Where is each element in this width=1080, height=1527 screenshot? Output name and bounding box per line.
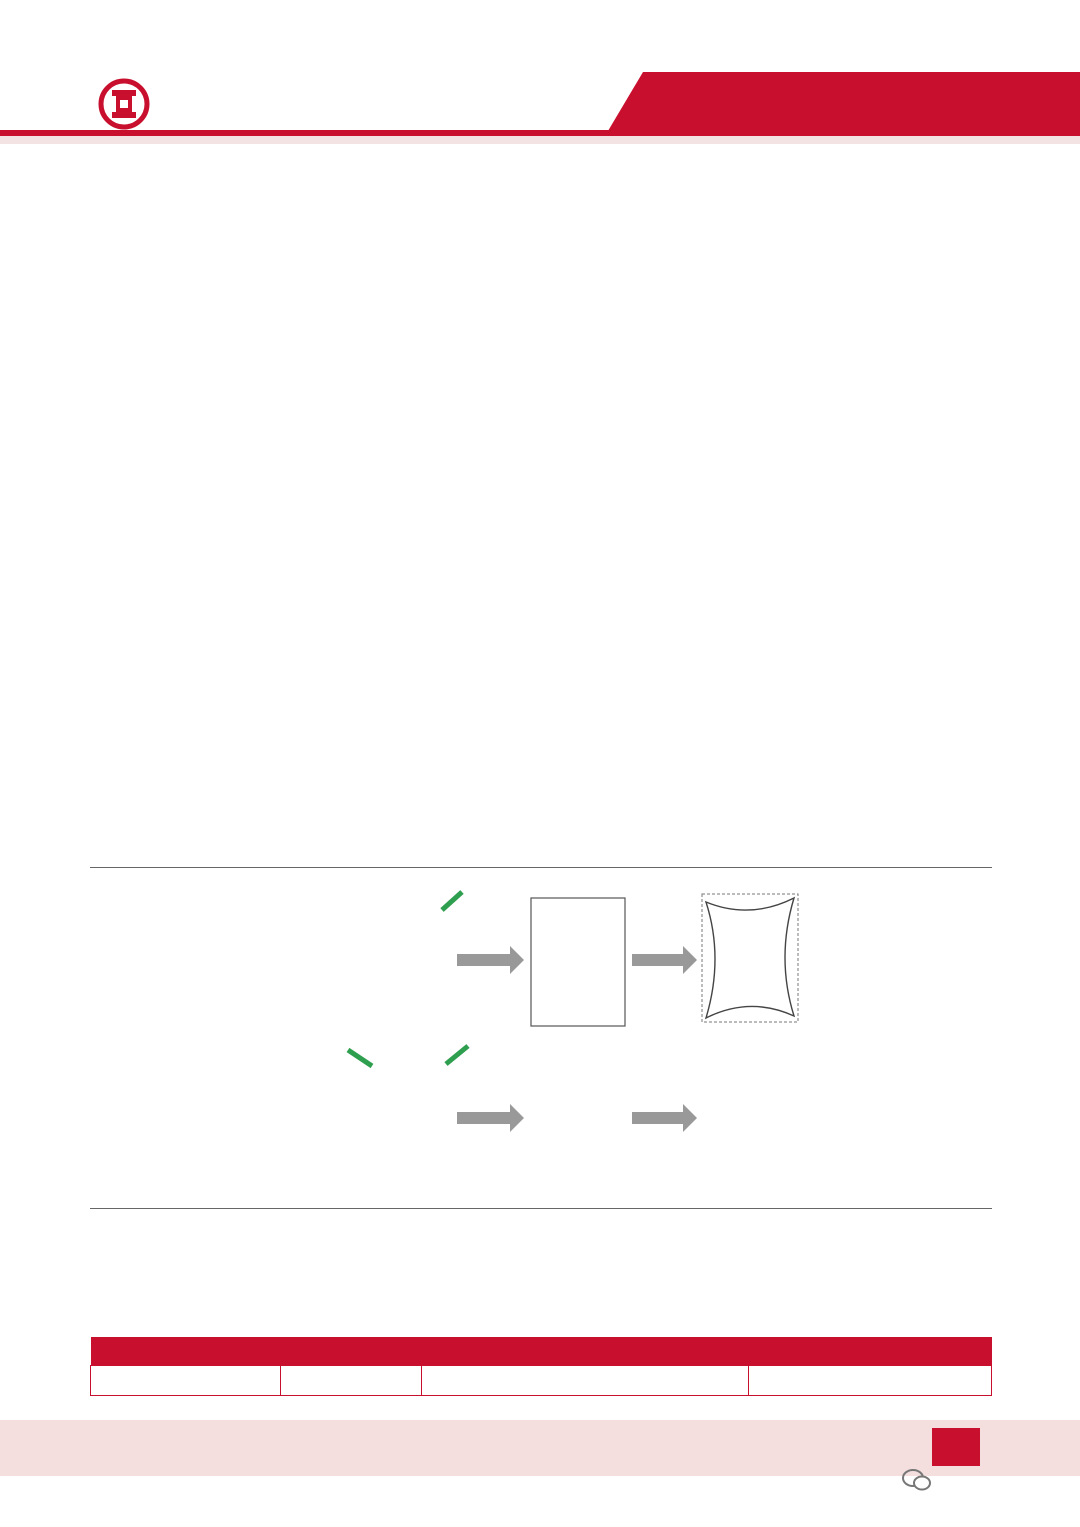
pointer-particles — [446, 1046, 468, 1064]
figure-rule-bottom — [90, 1208, 992, 1209]
table-row — [91, 1365, 992, 1395]
pe-membrane-diagram — [90, 868, 992, 1208]
page-header — [0, 0, 1080, 148]
coating-materials-table — [90, 1337, 992, 1396]
arrow-heat-2 — [457, 1104, 524, 1132]
table-cell — [749, 1365, 992, 1395]
table-header-row — [91, 1337, 992, 1365]
table-cell — [422, 1365, 749, 1395]
pointer-fiber — [348, 1050, 372, 1066]
page-number — [932, 1428, 980, 1466]
table-cell — [91, 1365, 281, 1395]
shrunk-film-top — [706, 898, 794, 1018]
table-cell — [281, 1365, 422, 1395]
closed-film-top — [531, 898, 625, 1026]
arrow-heat-more-2 — [632, 1104, 697, 1132]
header-band — [605, 72, 1080, 136]
company-logo-icon — [98, 78, 150, 130]
table-header — [281, 1337, 422, 1365]
arrow-heat-more-1 — [632, 946, 697, 974]
wechat-icon — [902, 1468, 932, 1492]
pointer-micropore — [442, 892, 462, 910]
table-header — [422, 1337, 749, 1365]
table-header — [91, 1337, 281, 1365]
header-shade — [0, 136, 1080, 144]
table-header — [749, 1337, 992, 1365]
arrow-heat-1 — [457, 946, 524, 974]
